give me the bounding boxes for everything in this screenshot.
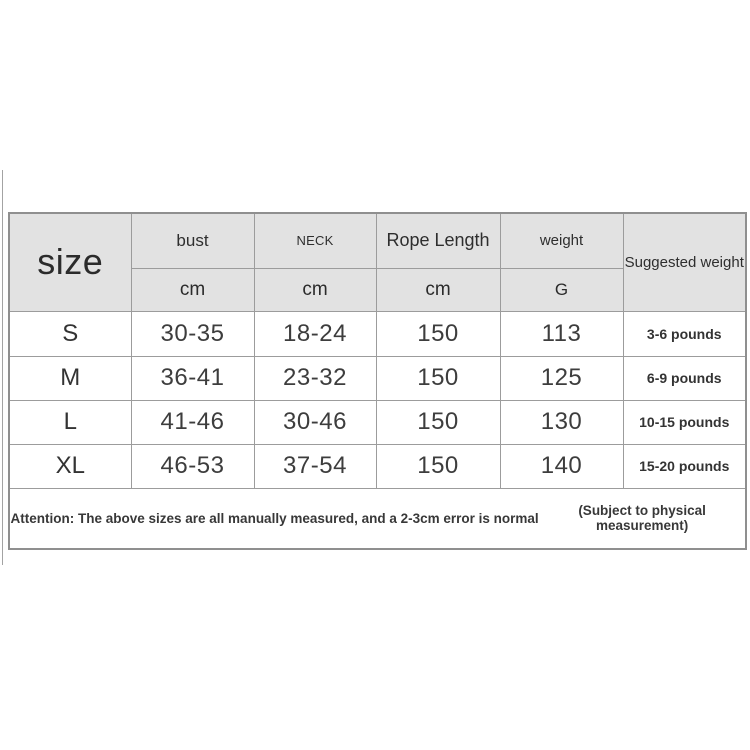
col-header-rope-length: Rope Length [376,213,500,268]
col-header-bust: bust [131,213,254,268]
suggested-weight-value: 10-15 pounds [623,400,746,444]
unit-bust-cm: cm [131,268,254,311]
size-chart-table [8,212,747,550]
neck-value: 30-46 [254,400,376,444]
footer-note-cell [9,488,746,549]
size-value: M [9,356,131,400]
unit-neck-cm: cm [254,268,376,311]
unit-rope-cm: cm [376,268,500,311]
bust-value: 41-46 [131,400,254,444]
rope-value: 150 [376,356,500,400]
size-value: XL [9,444,131,488]
rope-value: 150 [376,311,500,356]
suggested-weight-value: 15-20 pounds [623,444,746,488]
bust-value: 30-35 [131,311,254,356]
table-row-xl [9,444,746,488]
bust-value: 46-53 [131,444,254,488]
size-value: L [9,400,131,444]
neck-value: 37-54 [254,444,376,488]
table-row-s [9,311,746,356]
page-edge-line [2,170,3,565]
weight-value: 113 [500,311,623,356]
table-row-m [9,356,746,400]
col-header-weight: weight [500,213,623,268]
weight-value: 140 [500,444,623,488]
rope-value: 150 [376,400,500,444]
attention-note: Attention: The above sizes are all manually measured, and a 2-3cm error is normal [10,510,539,526]
neck-value: 23-32 [254,356,376,400]
col-header-suggested-weight: Suggested weight [623,213,746,311]
unit-weight-g: G [500,268,623,311]
col-header-size: size [9,213,131,311]
suggested-weight-value: 6-9 pounds [623,356,746,400]
suggested-weight-value: 3-6 pounds [623,311,746,356]
table-footer-row [9,488,746,549]
bust-value: 36-41 [131,356,254,400]
subject-note: (Subject to physical measurement) [578,503,706,534]
neck-value: 18-24 [254,311,376,356]
col-header-neck: NECK [254,213,376,268]
weight-value: 130 [500,400,623,444]
size-value: S [9,311,131,356]
weight-value: 125 [500,356,623,400]
rope-value: 150 [376,444,500,488]
table-row-l [9,400,746,444]
